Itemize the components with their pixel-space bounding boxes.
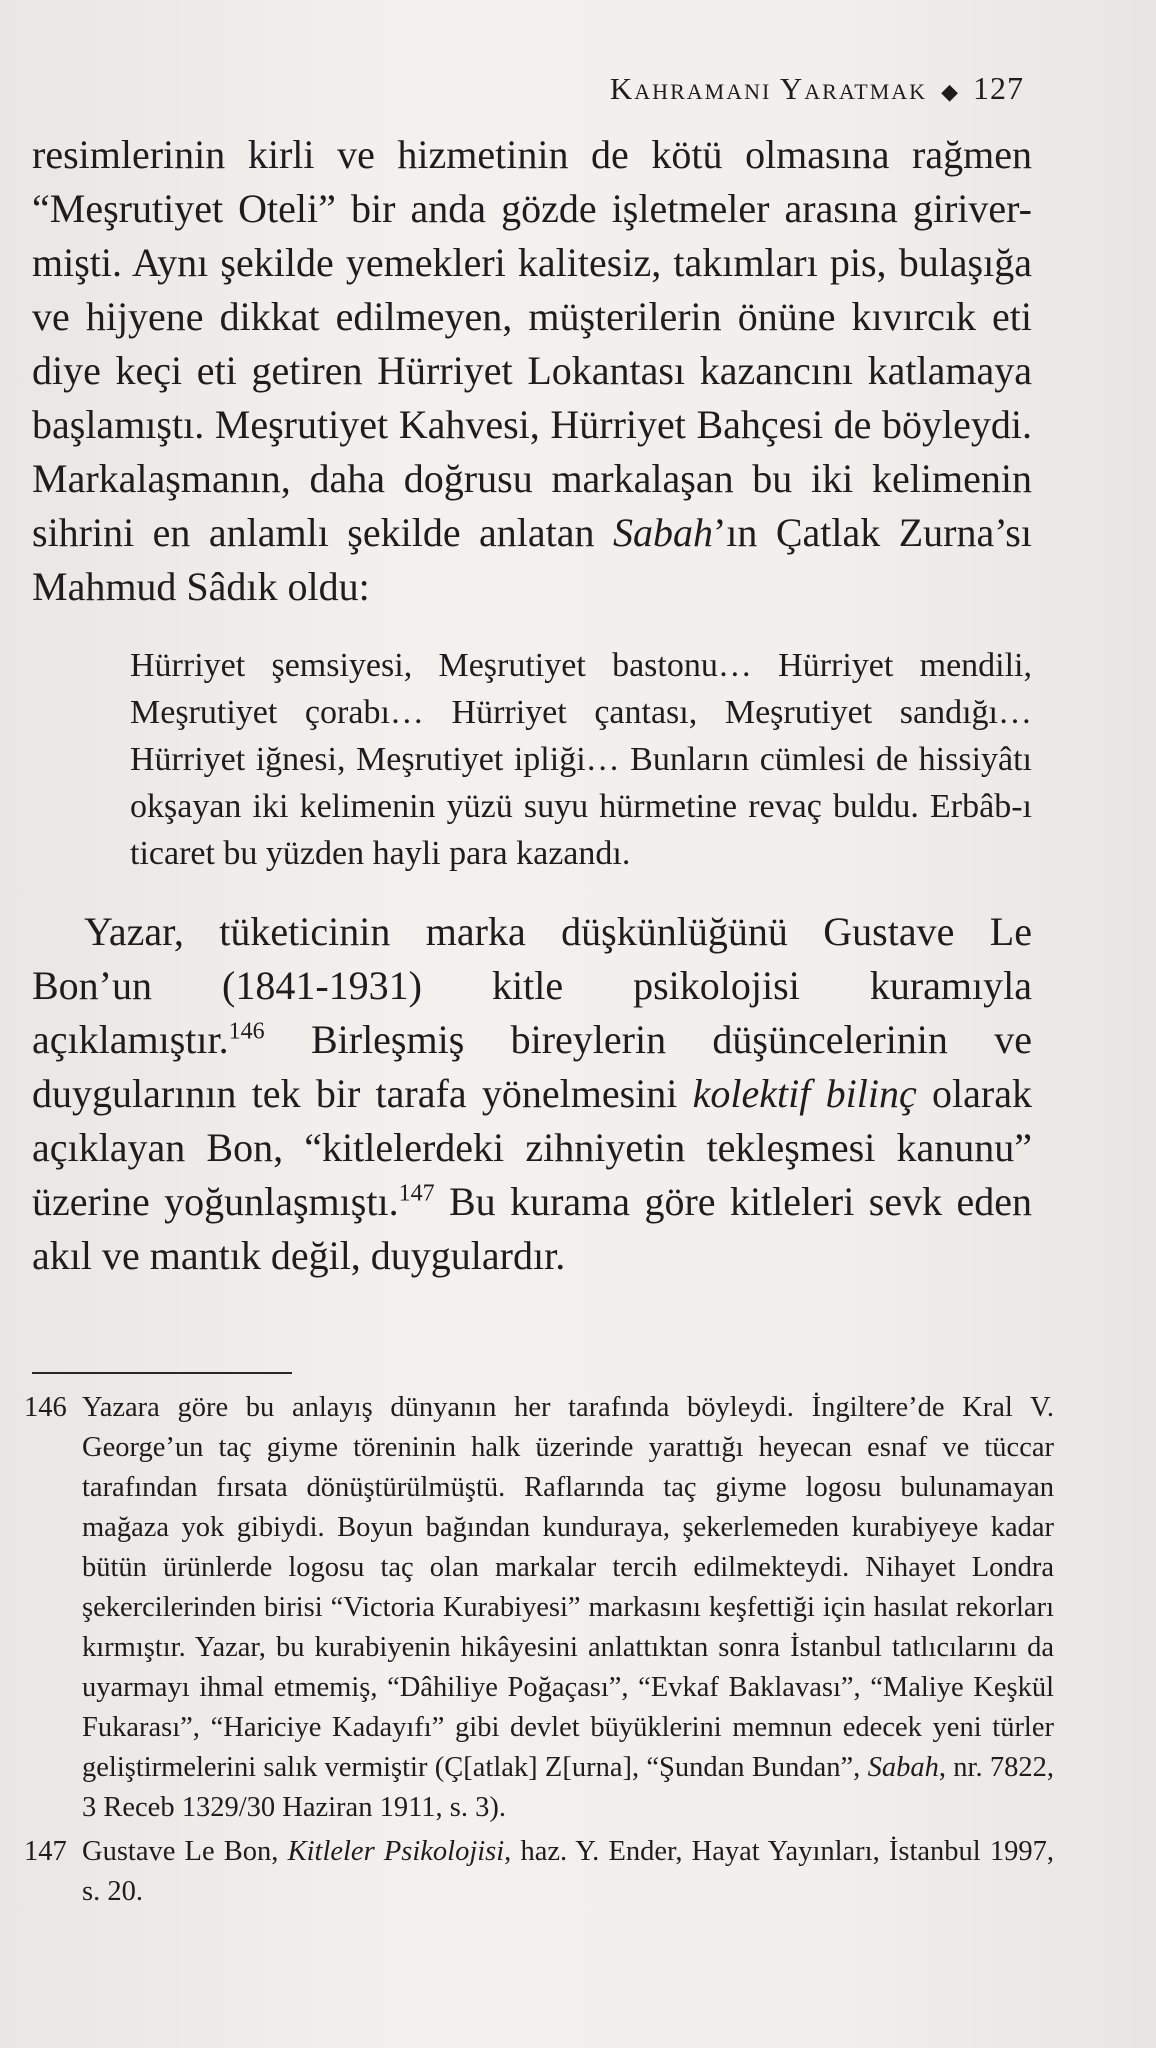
- footnote-divider: [32, 1372, 292, 1374]
- paragraph-text: resimlerinin kirli ve hizmetinin de kötü olmasına rağmen “Meşrutiyet Oteli” bir anda gözde işletmeler arasına giriver-mişti. Aynı şekilde yemekleri kalitesiz, takımları pis, bulaşığa ve hijyene dikkat edilmeyen, müşterilerin önüne kıvırcık eti diye keçi eti getiren Hürriyet Lokantası kazancını katlamaya başlamıştı. Meşrutiyet Kahvesi, Hürriyet Bahçesi de böyleydi. Markalaşmanın, daha doğrusu markalaşan bu iki kelimenin sihrini en anlamlı şekilde anlatan: [32, 132, 1032, 555]
- footnote-italic: Kitleler Psikolojisi: [287, 1836, 505, 1867]
- ornament-icon: ◆: [941, 79, 959, 104]
- running-header: [610, 70, 1024, 107]
- footnote-number: 146: [24, 1392, 67, 1423]
- paragraph-le-bon: [32, 905, 1032, 1283]
- running-title: Kahramanı Yaratmak: [609, 71, 928, 106]
- paragraph-part: olarak açıklayan Bon, “kitlelerdeki zihniyetin tekleşmesi kanunu” üzerine yoğunlaşmıştı.: [32, 1071, 1032, 1224]
- footnotes: [24, 1388, 1054, 1916]
- block-quote: Hürriyet şemsiyesi, Meşrutiyet bastonu… Hürriyet mendili, Meşrutiyet çorabı… Hürriyet çantası, Meşrutiyet sandığı… Hürriyet iğnesi, Meşrutiyet ipliği… Bunların cümlesi de hissiyâtı okşayan iki kelimenin yüzü suyu hürmetine revaç buldu. Erbâb-ı ticaret bu yüzden hayli para kazandı.: [130, 647, 1032, 872]
- footnote-ref[interactable]: 146: [228, 1018, 265, 1045]
- footnote-item: [24, 1832, 1054, 1912]
- newspaper-title: Sabah: [612, 510, 713, 555]
- body-text: [32, 128, 1032, 1283]
- paragraph-text-end: ’ın Çatlak Zurna’sı Mahmud Sâdık oldu:: [32, 510, 1032, 609]
- footnote-text: [82, 1832, 1054, 1912]
- footnote-item: [24, 1388, 1054, 1828]
- footnote-text-main: Gustave Le Bon,: [82, 1836, 288, 1867]
- page-number: 127: [973, 70, 1024, 106]
- footnote-number: 147: [24, 1836, 67, 1867]
- paragraph-continuation: [32, 128, 1032, 614]
- footnote-italic: Sabah: [867, 1752, 939, 1783]
- footnote-ref[interactable]: 147: [398, 1180, 435, 1207]
- footnote-text-end: , haz. Y. Ender, Hayat Yayınları, İstanbul 1997, s. 20.: [82, 1836, 1054, 1907]
- footnote-text-main: Yazara göre bu anlayış dünyanın her tarafında böyleydi. İngiltere’de Kral V. George’un taç giyme töreninin halk üzerinde yarattığı heyecan esnaf ve tüccar tarafından fırsata dönüştürülmüştü. Raflarında taç giyme logosu bulunamayan mağaza yok gibiydi. Boyun bağından kunduraya, şekerlemeden kurabiyeye kadar bütün ürünlerde logosu taç olan markalar tercih edilmekteydi. Nihayet Londra şekercilerinden birisi “Victoria Kurabiyesi” markasını keşfettiği için hasılat rekorları kırmıştır. Yazar, bu kurabiyenin hikâyesini anlattıktan sonra İstanbul tatlıcılarını da uyarmayı ihmal etmemiş, “Dâhiliye Poğaçası”, “Evkaf Baklavası”, “Maliye Keşkül Fukarası”, “Hariciye Kadayıfı” gibi devlet büyüklerini memnun edecek yeni türler geliştirmelerini salık vermiştir (Ç[atlak] Z[urna], “Şundan Bundan”,: [82, 1392, 1054, 1783]
- term-italic: kolektif bilinç: [692, 1071, 917, 1116]
- footnote-text-end: , nr. 7822, 3 Receb 1329/30 Haziran 1911, s. 3).: [82, 1752, 1054, 1823]
- paragraph-part: Bu kurama göre kitleleri sevk eden akıl ve mantık değil, duygulardır.: [32, 1179, 1033, 1278]
- paragraph-part: Yazar, tüketicinin marka düşkünlüğünü Gustave Le Bon’un (1841-1931) kitle psikolojisi kuramıyla açıklamıştır.: [32, 909, 1032, 1062]
- paragraph-part: Birleşmiş bireylerin düşüncelerinin ve duygularının tek bir tarafa yönelmesini: [32, 1017, 1032, 1116]
- footnote-text: [82, 1388, 1054, 1828]
